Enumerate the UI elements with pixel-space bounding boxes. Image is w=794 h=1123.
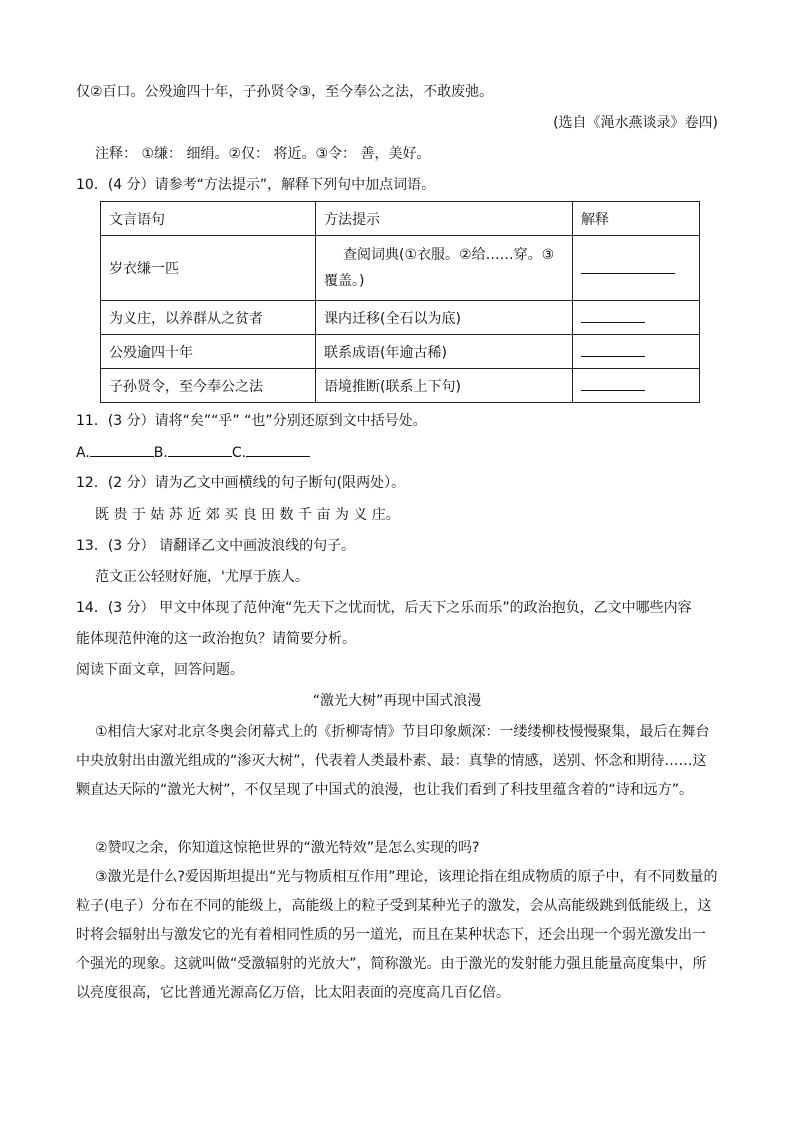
question-13: 13．(3 分） 请翻译乙文中画波浪线的句子。 — [76, 538, 356, 554]
question-14-line-2: 能体现范仲淹的这一政治抱负？请简要分析。 — [76, 631, 356, 647]
table-cell-method: 联系成语(年逾古稀) — [316, 335, 573, 369]
table-cell-answer[interactable] — [573, 236, 700, 301]
question-10: 10．(4 分）请参考“方法提示”，解释下列句中加点词语。 — [76, 177, 436, 193]
table-cell-sentence: 岁衣缣一匹 — [101, 236, 316, 301]
q12-sentence: 既 贵 于 姑 苏 近 郊 买 良 田 数 千 亩 为 义 庄。 — [95, 507, 400, 523]
table-row — [101, 236, 700, 301]
passage-line: 仅②百口。公殁逾四十年，子孙贤令③，至今奉公之法，不敢废弛。 — [76, 84, 494, 100]
table-row — [101, 369, 700, 403]
question-12: 12．(2 分）请为乙文中画横线的句子断句(限两处）。 — [76, 475, 406, 491]
table-header-cell: 文言语句 — [101, 202, 316, 236]
table-header-cell: 方法提示 — [316, 202, 573, 236]
article-paragraph-1: ①相信大家对北京冬奥会闭幕式上的《折柳寄情》节目印象颇深：一缕缕柳枝慢慢聚集，最后在舞台中央放射出由激光组成的“渗灭大树”，代表着人类最朴素、最：真挚的情感，送别、怀念和期待……这颗直达天际的“激光大树”，不仅呈现了中国式的浪漫，也让我们看到了科技里蕴含着的“诗和远方”。 — [76, 724, 710, 798]
table-cell-answer[interactable] — [573, 335, 700, 369]
q11-label-b: B. — [153, 445, 168, 461]
reading-instruction: 阅读下面文章，回答问题。 — [76, 662, 244, 678]
question-11: 11．(3 分）请将“矣”“乎” “也”分别还原到文中括号处。 — [76, 413, 427, 429]
table-cell-sentence: 公殁逾四十年 — [101, 335, 316, 369]
q13-sentence: 范文正公轻财好施，'尤厚于族人。 — [95, 569, 309, 585]
q10-table — [100, 201, 700, 403]
answer-blank-b[interactable] — [168, 442, 232, 457]
table-cell-sentence: 子孙贤令，至今奉公之法 — [101, 369, 316, 403]
source-citation: (选自《渑水燕谈录》卷四) — [553, 115, 718, 131]
answer-blank[interactable] — [581, 308, 645, 323]
q11-label-c: C. — [231, 445, 247, 461]
article-paragraph-3: ③激光是什么?爱因斯坦提出“光与物质相互作用”理论，该理论指在组成物质的原子中，有不同数量的粒子(电子）分布在不同的能级上，高能级上的粒子受到某种光子的激发，会从高能级跳到低能级上，这时将会辐射出与激发它的光有着相同性质的另一道光，而且在某种状态下，还会出现一个弱光激发出一个强光的现象。这就叫做“受激辐射的光放大”，简称激光。由于激光的发射能力强且能量高度集中，所以亮度很高，它比普通光源高亿万倍，比太阳表面的亮度高几百亿倍。 — [76, 869, 718, 1001]
q11-label-a: A. — [76, 445, 90, 461]
answer-blank-c[interactable] — [246, 442, 310, 457]
annotation-notes: 注释： ①缣： 细绢。②仅： 将近。③令： 善，美好。 — [95, 146, 431, 162]
table-cell-method: 语境推断(联系上下句) — [316, 369, 573, 403]
table-row — [101, 301, 700, 335]
table-cell-sentence: 为义庄，以养群从之贫者 — [101, 301, 316, 335]
answer-blank[interactable] — [581, 376, 645, 391]
q11-answer-line — [76, 442, 310, 463]
table-row — [101, 335, 700, 369]
table-header-row — [101, 202, 700, 236]
article-title: “激光大树”再现中国式浪漫 — [312, 693, 482, 709]
answer-blank[interactable] — [581, 342, 645, 357]
table-cell-answer[interactable] — [573, 369, 700, 403]
question-14-line-1: 14．(3 分） 甲文中体现了范仲淹“先天下之忧而忧，后天下之乐而乐”的政治抱负，乙文中哪些内容 — [76, 600, 692, 616]
answer-blank-a[interactable] — [90, 442, 154, 457]
table-cell-method: 查阅词典(①衣服。②给……穿。③覆盖。) — [316, 236, 573, 301]
table-header-cell: 解释 — [573, 202, 700, 236]
table-cell-method: 课内迁移(全石以为底) — [316, 301, 573, 335]
table-cell-answer[interactable] — [573, 301, 700, 335]
answer-blank[interactable] — [581, 259, 675, 274]
article-paragraph-2: ②赞叹之余，你知道这惊艳世界的“激光特效”是怎么实现的吗? — [95, 840, 480, 856]
